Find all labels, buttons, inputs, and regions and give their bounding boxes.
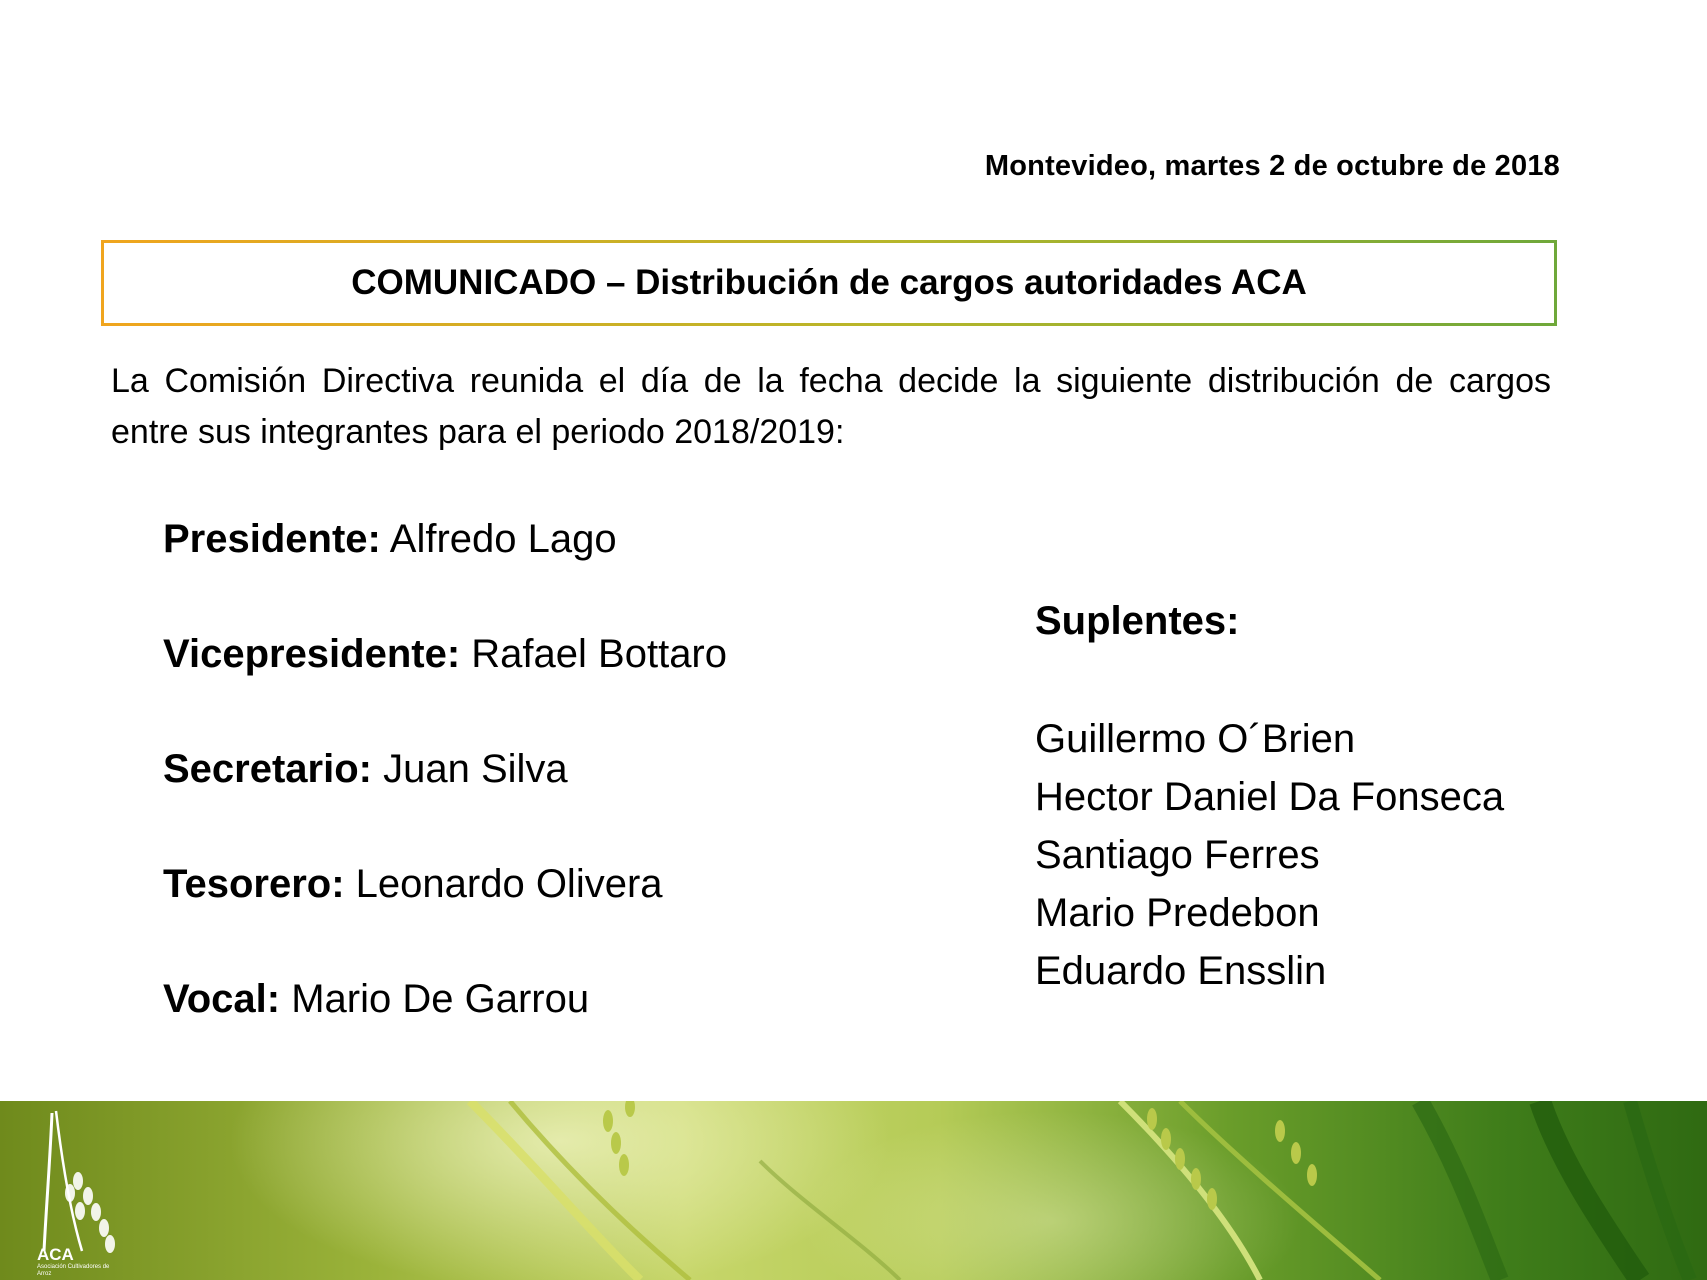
suplentes-list — [1035, 710, 1504, 1000]
logo-subtitle: Asociación Cultivadores de Arroz — [37, 1264, 110, 1277]
intro-paragraph: La Comisión Directiva reunida el día de la fecha decide la siguiente distribución de cargos entre sus integrantes para el periodo 2018/2019: — [111, 362, 1551, 451]
suplente-item: Santiago Ferres — [1035, 833, 1320, 877]
page-title: COMUNICADO – Distribución de cargos autoridades ACA — [351, 263, 1307, 302]
suplente-item: Mario Predebon — [1035, 891, 1320, 935]
role-item — [163, 629, 727, 744]
suplentes-title: Suplentes: — [1035, 599, 1240, 643]
role-item — [163, 514, 727, 629]
suplentes-section — [1035, 596, 1504, 1000]
date-line: Montevideo, martes 2 de octubre de 2018 — [984, 150, 1560, 182]
logo-text: ACA — [37, 1245, 74, 1264]
role-item — [163, 974, 727, 1089]
role-name: Alfredo Lago — [389, 517, 617, 561]
rice-field-banner — [0, 1101, 1707, 1280]
role-name: Mario De Garrou — [291, 977, 590, 1021]
role-label: Presidente: — [163, 517, 381, 561]
role-item — [163, 744, 727, 859]
roles-list — [163, 514, 727, 1089]
role-name: Juan Silva — [383, 747, 568, 791]
suplente-item: Hector Daniel Da Fonseca — [1035, 775, 1505, 819]
suplente-item: Eduardo Ensslin — [1035, 949, 1327, 993]
aca-logo — [44, 1111, 115, 1253]
role-label: Vicepresidente: — [163, 632, 461, 676]
role-item — [163, 859, 727, 974]
role-label: Secretario: — [163, 747, 372, 791]
rice-field-illustration — [0, 1101, 1707, 1280]
title-box — [101, 240, 1557, 326]
role-label: Tesorero: — [163, 862, 345, 906]
role-name: Leonardo Olivera — [355, 862, 663, 906]
role-label: Vocal: — [163, 977, 281, 1021]
role-name: Rafael Bottaro — [471, 632, 727, 676]
suplente-item: Guillermo O´Brien — [1035, 717, 1356, 761]
